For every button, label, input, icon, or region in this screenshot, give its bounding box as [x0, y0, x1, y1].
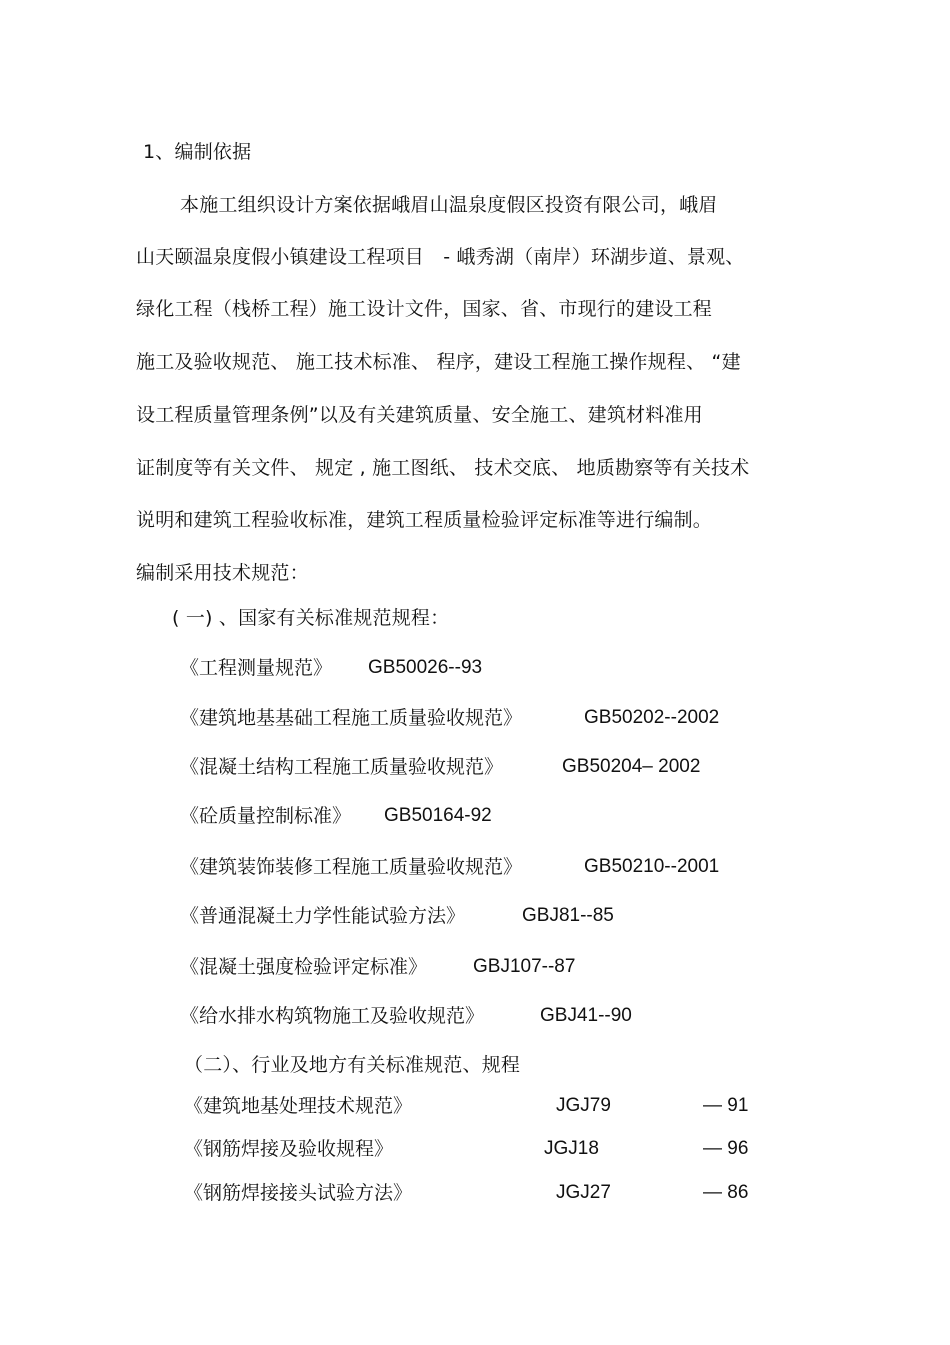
industry-heading: （二）、行业及地方有关标准规范、规程: [184, 1054, 521, 1076]
standard-code: GBJ41--90: [540, 1005, 632, 1026]
national-heading: ( 一) 、国家有关标准规范规程：: [172, 607, 450, 629]
standard-code: JGJ79: [556, 1095, 611, 1116]
standard-name: 《混凝土结构工程施工质量验收规范》: [180, 756, 504, 778]
standard-name: 《混凝土强度检验评定标准》: [180, 956, 428, 978]
paragraph-line: 设工程质量管理条例”以及有关建筑质量、安全施工、建筑材料准用: [136, 404, 703, 426]
standard-code: GBJ81--85: [522, 905, 614, 926]
standard-name: 《钢筋焊接及验收规程》: [184, 1138, 394, 1160]
standard-name: 《砼质量控制标准》: [180, 805, 352, 827]
standard-code: GB50164-92: [384, 805, 492, 826]
standard-code: GB50204– 2002: [562, 756, 701, 777]
paragraph-line: 说明和建筑工程验收标准，建筑工程质量检验评定标准等进行编制。: [136, 509, 713, 531]
paragraph-line: 本施工组织设计方案依据峨眉山温泉度假区投资有限公司，峨眉: [180, 194, 718, 216]
standard-code: JGJ18: [544, 1138, 599, 1159]
standard-name: 《工程测量规范》: [180, 657, 333, 679]
section-heading: 1、编制依据: [143, 141, 252, 163]
standard-name: 《普通混凝土力学性能试验方法》: [180, 905, 466, 927]
standard-code: GB50026--93: [368, 657, 483, 678]
standard-name: 《建筑地基处理技术规范》: [184, 1095, 413, 1117]
standard-year: — 96: [703, 1138, 749, 1159]
paragraph-line: 证制度等有关文件、 规定 , 施工图纸、 技术交底、 地质勘察等有关技术: [136, 457, 750, 479]
standard-code: GB50210--2001: [584, 856, 720, 877]
standard-code: JGJ27: [556, 1182, 611, 1203]
standard-name: 《建筑地基基础工程施工质量验收规范》: [180, 707, 523, 729]
paragraph-line: 山天颐温泉度假小镇建设工程项目 - 峨秀湖（南岸）环湖步道、景观、: [136, 246, 745, 268]
standard-code: GB50202--2002: [584, 707, 720, 728]
paragraph-line: 绿化工程（栈桥工程）施工设计文件，国家、省、市现行的建设工程: [136, 298, 713, 320]
spec-intro: 编制采用技术规范：: [136, 562, 309, 584]
standard-code: GBJ107--87: [473, 956, 576, 977]
standard-name: 《给水排水构筑物施工及验收规范》: [180, 1005, 485, 1027]
paragraph-line: 施工及验收规范、 施工技术标准、 程序，建设工程施工操作规程、 “建: [136, 351, 741, 373]
standard-name: 《建筑装饰装修工程施工质量验收规范》: [180, 856, 523, 878]
standard-year: — 86: [703, 1182, 749, 1203]
standard-year: — 91: [703, 1095, 749, 1116]
standard-name: 《钢筋焊接接头试验方法》: [184, 1182, 413, 1204]
